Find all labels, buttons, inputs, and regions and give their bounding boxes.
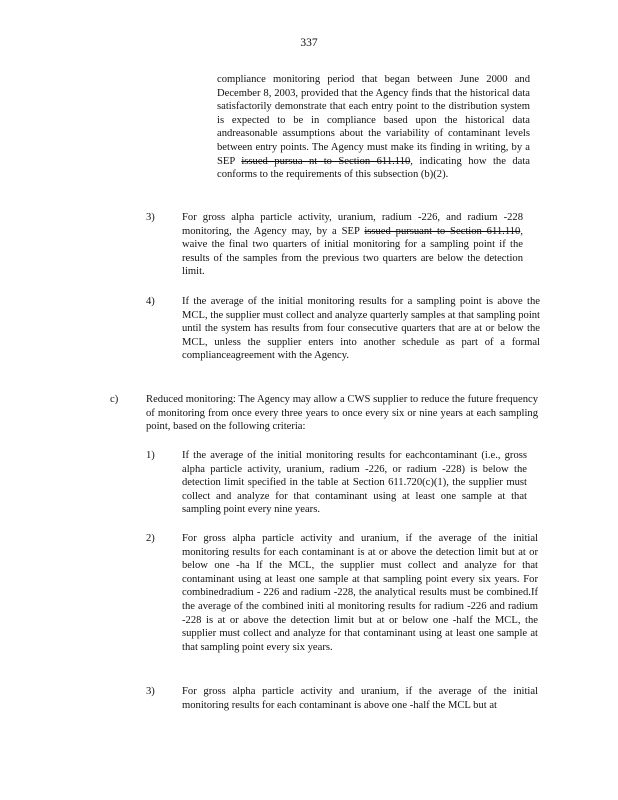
continued-paragraph — [217, 73, 530, 182]
item-c3-text: For gross alpha particle activity and uranium, if the average of the initial monitoring results for each contaminant is above one -half the MCL but at — [182, 686, 538, 711]
item-b3-text — [182, 211, 523, 279]
item-label-c: c) — [110, 394, 119, 405]
item-c-text: Reduced monitoring: The Agency may allow a CWS supplier to reduce the future frequency of monitoring from once every three years to once every six or nine years at each sampling point, based on the following criteria: — [146, 394, 538, 433]
struck-text: issued pursua nt to Section 611.110 — [241, 155, 411, 167]
struck-text: issued pursuant to Section 611.110 — [364, 225, 521, 237]
paragraph-text: compliance monitoring period that began between June 2000 and December 8, 2003, provided that the Agency finds that the historical data satisfactorily demonstrate that each entry point to the distribution system is expected to be in compliance based upon the historical data andreasonable assumptions about the variability of contaminant levels between entry points. The Agency must make its finding in writing, by a SEP — [217, 74, 530, 167]
item-label-b3: 3) — [146, 212, 155, 223]
item-b4-text: If the average of the initial monitoring results for a sampling point is above the MCL, the supplier must collect and analyze quarterly samples at that sampling point until the system has results from four consecutive quarters that are at or below the MCL, unless the supplier enters into another schedule as part of a formal complianceagreement with the Agency. — [182, 296, 540, 362]
page-number: 337 — [300, 37, 318, 49]
item-label-c3: 3) — [146, 686, 155, 697]
item-label-b4: 4) — [146, 296, 155, 307]
item-label-c2: 2) — [146, 533, 155, 544]
item-b3-text-start: For gross alpha particle activity, uranium, radium -226, and radium -228 monitoring, the Agency may, by a SEP — [182, 212, 523, 237]
item-label-c1: 1) — [146, 450, 155, 461]
item-b3-text-end: , waive the final two quarters of initial monitoring for a sampling point if the results of the samples from the previous two quarters are below the detection limit. — [182, 225, 523, 278]
paragraph-text-end: , indicating how the data conforms to the requirements of this subsection (b)(2). — [217, 155, 531, 181]
item-c1-text: If the average of the initial monitoring results for eachcontaminant (i.e., gross alpha particle activity, uranium, radium -226, or radium -228) is below the detection limit specified in the table at Section 611.720(c)(1), the supplier must collect and analyze for that contaminant using at least one sample at that sampling point every nine years. — [182, 450, 527, 516]
item-c2-text: For gross alpha particle activity and uranium, if the average of the initial monitoring results for each contaminant is at or above the detection limit but at or below one -ha lf the MCL, the supplier must collect and analyze for that contaminant using at least one sample at that sampling point every six years. For combinedradium - 226 and radium -228, the analytical results must be combined.If the average of the combined initi al monitoring results for radium -226 and radium -228 is at or above the detection limit but at or below one -half the MCL, the supplier must collect and analyze for that contaminant using at least one sample at that sampling point every six years. — [182, 533, 538, 653]
